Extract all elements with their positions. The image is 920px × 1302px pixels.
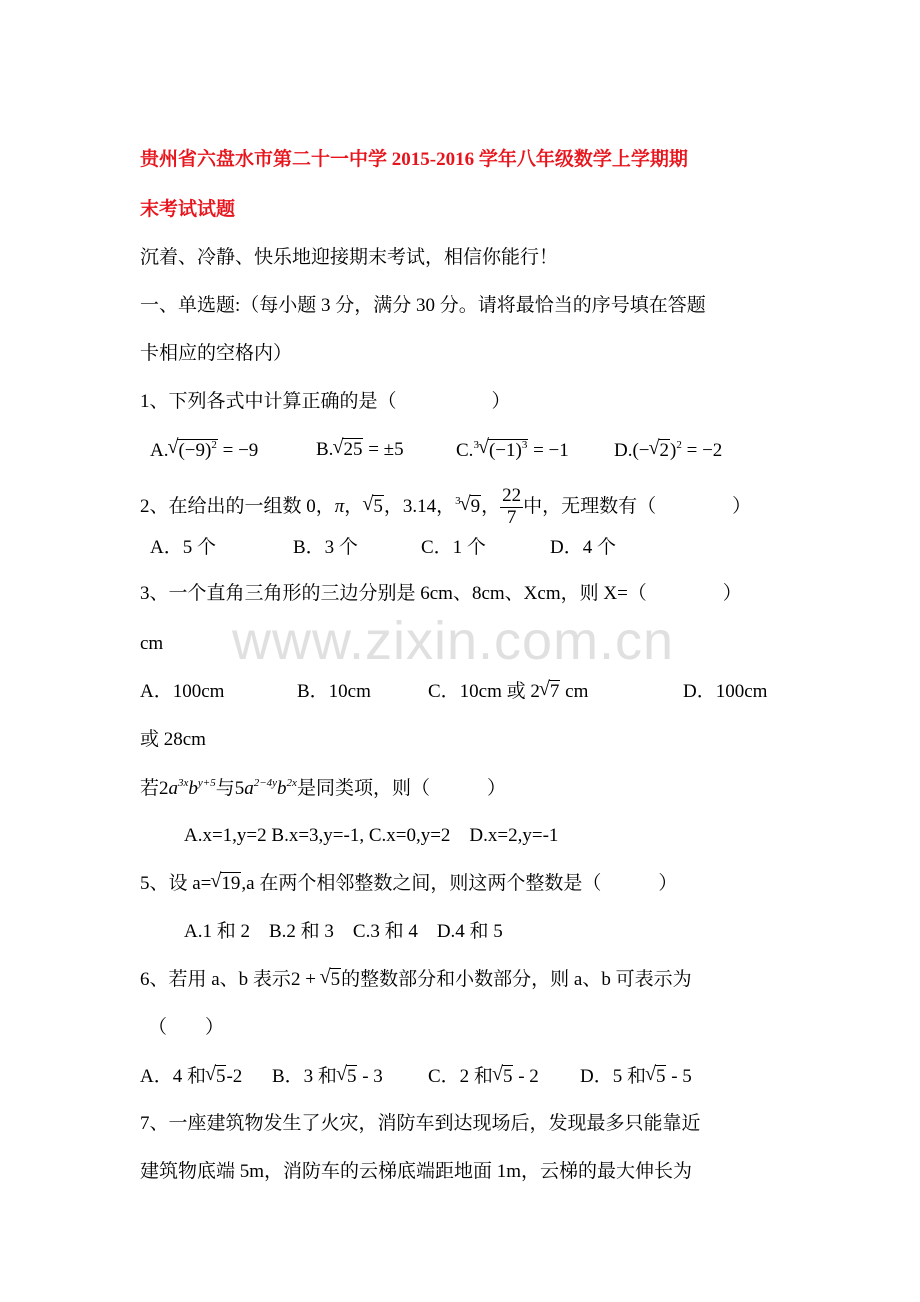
- q7-line-2: 建筑物底端 5m，消防车的云梯底端距地面 1m，云梯的最大伸长为: [140, 1161, 693, 1182]
- q7-line-1: 7、一座建筑物发生了火灾，消防车到达现场后，发现最多只能靠近: [140, 1113, 701, 1134]
- q6-option-a: A．4 和√ 5-2: [140, 1067, 242, 1086]
- q4-options: A.x=1,y=2 B.x=3,y=-1, C.x=0,y=2 D.x=2,y=-1: [184, 825, 559, 846]
- q5-stem: 5、设 a=√ 19,a 在两个相邻整数之间，则这两个整数是（ ）: [140, 874, 677, 893]
- q3-option-b: B．10cm: [297, 681, 371, 702]
- q1-stem: 1、下列各式中计算正确的是（ ）: [140, 391, 511, 412]
- q2-option-b: B．3 个: [293, 537, 358, 558]
- q3-option-d: D．100cm: [683, 681, 768, 702]
- q3-option-d-cont: 或 28cm: [140, 729, 206, 750]
- q3-stem: 3、一个直角三角形的三边分别是 6cm、8cm、Xcm，则 X=（ ）: [140, 583, 742, 604]
- doc-title-line-1: 贵州省六盘水市第二十一中学 2015-2016 学年八年级数学上学期期: [140, 149, 688, 170]
- q6-option-c: C．2 和√ 5 - 2: [428, 1067, 539, 1086]
- motto: 沉着、冷静、快乐地迎接期末考试，相信你能行！: [140, 247, 559, 268]
- q2-stem: 2、在给出的一组数 0，π，√ 5，3.14，$^3$√ 9， $\frac{22}{7}$ 中，无理数有（ ）: [140, 486, 751, 529]
- doc-title-line-2: 末考试试题: [140, 199, 236, 220]
- q2-option-d: D．4 个: [550, 537, 616, 558]
- q3-option-c: C．10cm 或 2√ 7 cm: [428, 682, 588, 701]
- q1-option-d: D.(−√ 2)$^2$ = −2: [614, 440, 722, 460]
- section-heading-line-2: 卡相应的空格内）: [140, 343, 293, 364]
- watermark: www.zixin.com.cn: [232, 611, 675, 671]
- q2-option-c: C．1 个: [421, 537, 486, 558]
- q5-options: A.1 和 2 B.2 和 3 C.3 和 4 D.4 和 5: [184, 921, 503, 942]
- q4-stem: 若$2a^{3x}b^{y+5}$与$5a^{2-4y}b^{2x}$是同类项，则（ ）: [140, 777, 506, 799]
- q3-unit: cm: [140, 633, 164, 654]
- q1-option-b: B.√ 25 = ±5: [316, 440, 404, 459]
- q1-option-a: A.√ $(-9)^2 = -9$: [150, 440, 258, 460]
- q6-answer-paren: （ ）: [148, 1017, 225, 1038]
- q6-stem: 6、若用 a、b 表示2 + √ 5的整数部分和小数部分，则 a、b 可表示为: [140, 970, 692, 989]
- q6-option-d: D．5 和√ 5 - 5: [580, 1067, 692, 1086]
- q6-option-b: B．3 和√ 5 - 3: [272, 1067, 383, 1086]
- q3-option-a: A．100cm: [140, 681, 225, 702]
- section-heading-line-1: 一、单选题:（每小题 3 分，满分 30 分。请将最恰当的序号填在答题: [140, 295, 706, 316]
- q2-option-a: A．5 个: [150, 537, 216, 558]
- q1-option-c: C.$^3$√ $(-1)^3 = -1$: [456, 440, 569, 460]
